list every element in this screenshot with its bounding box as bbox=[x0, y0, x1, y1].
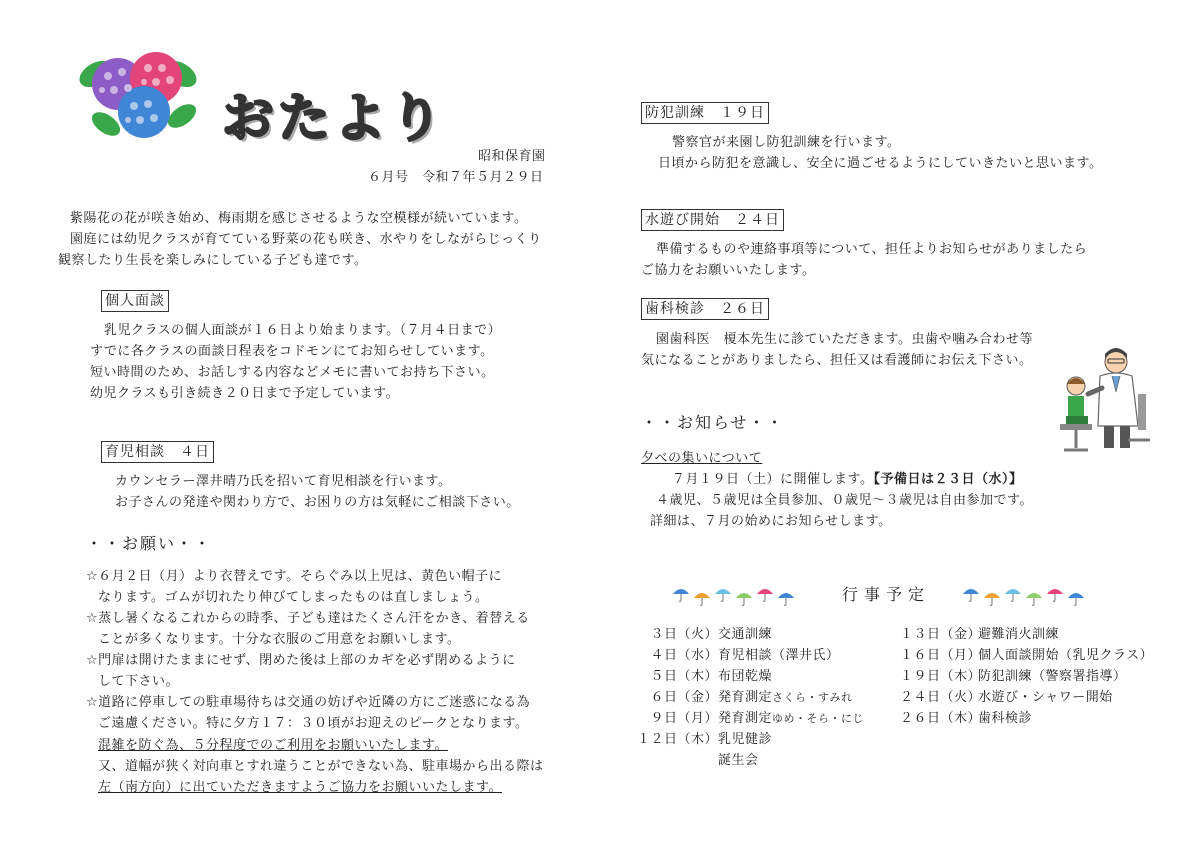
kojin-line-4: 幼児クラスも引き続き２０日まで予定しています。 bbox=[90, 386, 400, 401]
gyouji-date: １６日（月） bbox=[900, 648, 982, 663]
gyouji-event: 個人面談開始（乳児クラス） bbox=[978, 648, 1154, 663]
oshirase-subheading: 夕べの集いについて bbox=[641, 451, 763, 466]
gyouji-left-row bbox=[636, 709, 864, 730]
onegai-line-9: 混雑を防ぐ為、５分程度でのご利用をお願いいたします。 bbox=[98, 738, 448, 753]
gyouji-right-row bbox=[900, 625, 1153, 646]
gyouji-date: １２日（木） bbox=[636, 732, 718, 747]
umbrella-row-left bbox=[672, 585, 800, 605]
gyouji-event: 誕生会 bbox=[718, 753, 759, 768]
kojin-line-1: 乳児クラスの個人面談が１６日より始まります。（７月４日まで） bbox=[104, 323, 502, 338]
gyouji-event: 発育測定 bbox=[718, 711, 773, 726]
onegai-line-1: ☆６月２日（月）より衣替えです。そらぐみ以上児は、黄色い帽子に bbox=[86, 569, 503, 584]
gyouji-event: 発育測定 bbox=[718, 690, 773, 705]
onegai-line-6: して下さい。 bbox=[98, 674, 180, 689]
umbrella-icon bbox=[1004, 585, 1022, 603]
intro-line-3: 観察したり生長を楽しみにしている子ども達です。 bbox=[58, 253, 368, 268]
gyouji-date: １９日（木） bbox=[900, 669, 982, 684]
umbrella-icon bbox=[735, 589, 753, 607]
gyouji-right-row bbox=[900, 646, 1153, 667]
gyouji-event: 育児相談（澤井氏） bbox=[718, 648, 840, 663]
gyouji-event: 交通訓練 bbox=[718, 627, 773, 642]
gyouji-event: 布団乾燥 bbox=[718, 669, 773, 684]
issue-date: ６月号 令和７年５月２９日 bbox=[368, 170, 544, 185]
gyouji-right-list bbox=[900, 625, 1153, 730]
gyouji-left-row bbox=[636, 688, 864, 709]
school-name: 昭和保育園 bbox=[478, 149, 546, 164]
shika-heading: 歯科検診 ２６日 bbox=[641, 298, 769, 320]
onegai-line-11: 左（南方向）に出ていただきますようご協力をお願いいたします。 bbox=[98, 780, 502, 795]
umbrella-icon bbox=[1025, 589, 1043, 607]
bouhan-line-2: 日頃から防犯を意識し、安全に過ごせるようにしていきたいと思います。 bbox=[658, 156, 1103, 171]
umbrella-row-right bbox=[962, 585, 1090, 605]
kojin-line-2: すでに各クラスの面談日程表をコドモンにてお知らせしています。 bbox=[90, 344, 494, 359]
umbrella-icon bbox=[672, 585, 690, 603]
onegai-line-10: 又、道幅が狭く対向車とすれ違うことができない為、駐車場から出る際は bbox=[98, 759, 544, 774]
gyouji-right-row bbox=[900, 667, 1153, 688]
ikuji-soudan-heading: 育児相談 ４日 bbox=[101, 441, 214, 463]
onegai-line-8: ご遠慮ください。特に夕方１７：３０頃がお迎えのピークとなります。 bbox=[98, 716, 529, 731]
umbrella-icon bbox=[1067, 589, 1085, 607]
gyouji-event: 防犯訓練（警察署指導） bbox=[978, 669, 1127, 684]
shika-line-2: 気になることがありましたら、担任又は看護師にお伝え下さい。 bbox=[641, 353, 1033, 368]
ikuji-line-1: カウンセラー澤井晴乃氏を招いて育児相談を行います。 bbox=[115, 474, 452, 489]
gyouji-heading: 行事予定 bbox=[842, 585, 931, 604]
onegai-line-4: ことが多くなります。十分な衣服のご用意をお願いします。 bbox=[98, 632, 461, 647]
onegai-line-3: ☆蒸し暑くなるこれからの時季、子ども達はたくさん汗をかき、着替える bbox=[86, 611, 530, 626]
oshirase-heading: ・・お知らせ・・ bbox=[641, 413, 785, 432]
umbrella-icon bbox=[983, 589, 1001, 607]
oshirase-line-3: 詳細は、７月の始めにお知らせします。 bbox=[650, 514, 892, 529]
gyouji-left-row bbox=[636, 730, 864, 751]
bouhan-line-1: 警察官が来園し防犯訓練を行います。 bbox=[672, 135, 901, 150]
page-title: おたより bbox=[222, 89, 447, 149]
gyouji-left-row bbox=[636, 751, 864, 772]
gyouji-date: ５日（木） bbox=[650, 669, 718, 684]
kojin-mendan-heading: 個人面談 bbox=[101, 290, 169, 312]
gyouji-date: ３日（火） bbox=[650, 627, 718, 642]
onegai-heading: ・・お願い・・ bbox=[86, 534, 213, 553]
oshirase-line-1-bold: 【予備日は２３日（水）】 bbox=[873, 472, 1023, 487]
doctor-patient-illustration bbox=[1058, 344, 1154, 456]
gyouji-event: 乳児健診 bbox=[718, 732, 773, 747]
bouhan-heading: 防犯訓練 １９日 bbox=[641, 102, 769, 124]
gyouji-left-row bbox=[636, 625, 864, 646]
gyouji-event: 歯科検診 bbox=[978, 711, 1033, 726]
oshirase-line-1 bbox=[672, 470, 1022, 490]
gyouji-left-list bbox=[636, 625, 864, 772]
gyouji-note: ゆめ・そら・にじ bbox=[772, 712, 865, 725]
umbrella-icon bbox=[777, 589, 795, 607]
umbrella-icon bbox=[962, 585, 980, 603]
gyouji-right-row bbox=[900, 688, 1153, 709]
gyouji-left-row bbox=[636, 646, 864, 667]
onegai-line-5: ☆門扉は開けたままにせず、閉めた後は上部のカギを必ず閉めるように bbox=[86, 653, 516, 668]
gyouji-note: さくら・すみれ bbox=[772, 691, 853, 704]
gyouji-date: ４日（水） bbox=[650, 648, 718, 663]
umbrella-icon bbox=[714, 585, 732, 603]
oshirase-line-1-text: ７月１９日（土）に開催します。 bbox=[672, 472, 874, 487]
gyouji-date: ９日（月） bbox=[650, 711, 718, 726]
gyouji-date: ２６日（木） bbox=[900, 711, 982, 726]
gyouji-date: ２４日（火） bbox=[900, 690, 982, 705]
mizuasobi-heading: 水遊び開始 ２４日 bbox=[641, 209, 784, 231]
gyouji-left-row bbox=[636, 667, 864, 688]
oshirase-line-2: ４歳児、５歳児は全員参加、０歳児～３歳児は自由参加です。 bbox=[656, 493, 1033, 508]
intro-line-1: 紫陽花の花が咲き始め、梅雨期を感じさせるような空模様が続いています。 bbox=[70, 211, 528, 226]
onegai-line-2: なります。ゴムが切れたり伸びてしまったものは直しましょう。 bbox=[98, 590, 489, 605]
gyouji-event: 水遊び・シャワー開始 bbox=[978, 690, 1113, 705]
gyouji-right-row bbox=[900, 709, 1153, 730]
gyouji-date: ６日（金） bbox=[650, 690, 718, 705]
shika-line-1: 園歯科医 榎本先生に診ていただきます。虫歯や噛み合わせ等 bbox=[656, 332, 1033, 347]
hydrangea-icon bbox=[76, 44, 198, 140]
ikuji-line-2: お子さんの発達や関わり方で、お困りの方は気軽にご相談下さい。 bbox=[115, 495, 520, 510]
umbrella-icon bbox=[693, 589, 711, 607]
umbrella-icon bbox=[756, 585, 774, 603]
gyouji-event: 避難消火訓練 bbox=[978, 627, 1060, 642]
mizuasobi-line-1: 準備するものや連絡事項等について、担任よりお知らせがありましたら bbox=[656, 242, 1088, 257]
umbrella-icon bbox=[1046, 585, 1064, 603]
mizuasobi-line-2: ご協力をお願いいたします。 bbox=[641, 263, 816, 278]
gyouji-date: １３日（金） bbox=[900, 627, 982, 642]
kojin-line-3: 短い時間のため、お話しする内容などメモに書いてお持ち下さい。 bbox=[90, 365, 495, 380]
onegai-line-7: ☆道路に停車しての駐車場待ちは交通の妨げや近隣の方にご迷惑になる為 bbox=[86, 695, 531, 710]
intro-line-2: 園庭には幼児クラスが育てている野菜の花も咲き、水やりをしながらじっくり bbox=[70, 232, 542, 247]
